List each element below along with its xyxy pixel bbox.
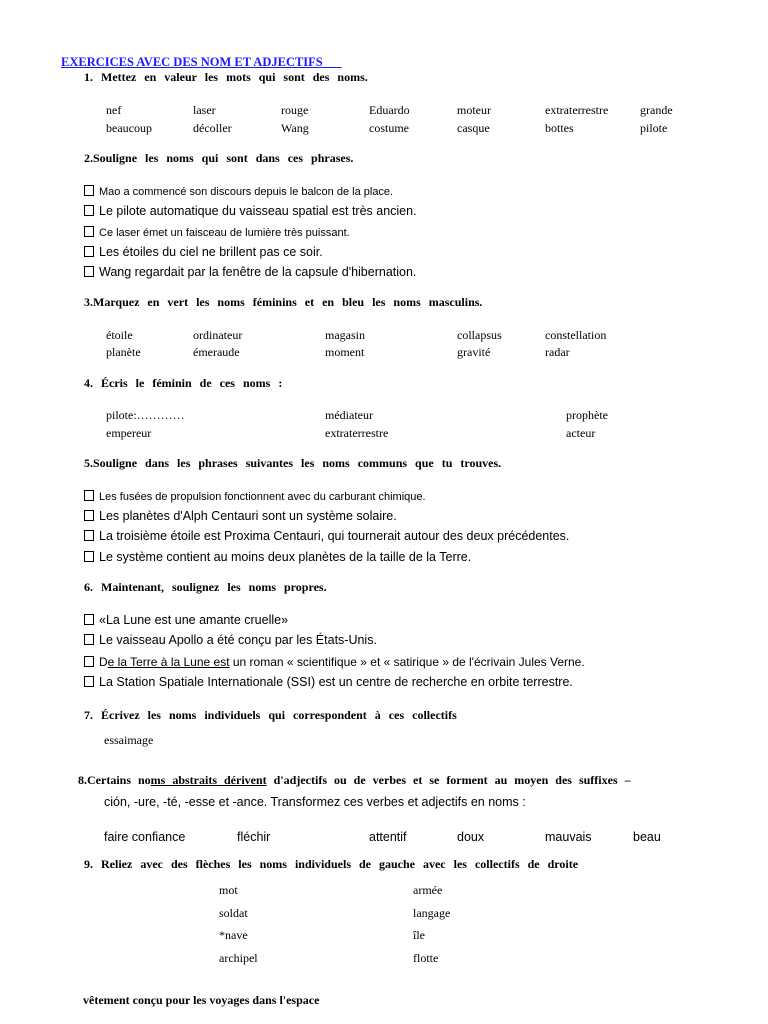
checkbox-icon [84,676,94,687]
word: beaucoup [106,121,152,135]
word: bottes [545,121,574,135]
sentence-item [84,633,377,647]
word: mauvais [545,830,592,844]
word: fléchir [237,830,271,844]
footer-text: vêtement conçu pour les voyages dans l'espace [83,993,320,1007]
individual-noun: *nave [219,928,248,942]
checkbox-icon [84,614,94,625]
sentence-item [84,675,573,689]
question-4-label: 4. Écris le féminin de ces noms : [84,376,283,390]
word: Wang [281,121,309,135]
word: émeraude [193,345,240,359]
checkbox-icon [84,551,94,562]
sentence-text: Les fusées de propulsion fonctionnent avec du carburant chimique. [99,491,426,503]
document-title: EXERCICES AVEC DES NOM ET ADJECTIFS [61,55,323,69]
collective-noun: île [413,928,425,942]
sentence-item [84,490,426,503]
word: casque [457,121,490,135]
word: médiateur [325,408,373,422]
collective-noun: armée [413,883,443,897]
question-6-label: 6. Maintenant, soulignez les noms propres. [84,580,327,594]
word: prophète [566,408,608,422]
word: ordinateur [193,328,243,342]
question-5-label: 5.Souligne dans les phrases suivantes les noms communs que tu trouves. [84,456,502,470]
word: extraterrestre [545,103,609,117]
question-8-underlined: ms abstraits dérivent [150,773,267,787]
word: grande [640,103,673,117]
question-9-label: 9. Reliez avec des flèches les noms individuels de gauche avec les collectifs de droite [84,857,579,871]
checkbox-icon [84,634,94,645]
word: extraterrestre [325,426,389,440]
sentence-item [84,655,585,669]
sentence-text: Mao a commencé son discours depuis le balcon de la place. [99,186,394,198]
checkbox-icon [84,490,94,501]
question-8-text: d'adjectifs ou de verbes et se forment au moyen des suffixes – [266,773,631,787]
sentence-text: D [99,655,108,669]
word: beau [633,830,661,844]
sentence-item [84,550,471,564]
sentence-text: Le vaisseau Apollo a été conçu par les États-Unis. [99,633,377,647]
word: constellation [545,328,607,342]
sentence-item [84,613,288,627]
word: collapsus [457,328,502,342]
question-8-label [78,773,631,788]
word: planète [106,345,141,359]
individual-noun: archipel [219,951,258,965]
individual-noun: soldat [219,906,248,920]
collective-noun: langage [413,906,451,920]
checkbox-icon [84,510,94,521]
checkbox-icon [84,205,94,216]
question-7-label: 7. Écrivez les noms individuels qui correspondent à ces collectifs [84,708,457,722]
sentence-text: La Station Spatiale Internationale (SSI) est un centre de recherche en orbite terrestre. [99,675,573,689]
sentence-item [84,529,569,543]
checkbox-icon [84,185,94,196]
word: costume [369,121,409,135]
sentence-text: Les planètes d'Alph Centauri sont un système solaire. [99,509,397,523]
word: nef [106,103,122,117]
sentence-item [84,265,416,279]
word: pilote:………… [106,408,185,422]
checkbox-icon [84,656,94,667]
sentence-text: Le pilote automatique du vaisseau spatial est très ancien. [99,204,417,218]
word: acteur [566,426,596,440]
sentence-text: Ce laser émet un faisceau de lumière très puissant. [99,227,350,239]
collective-noun: flotte [413,951,439,965]
sentence-text: La troisième étoile est Proxima Centauri, qui tournerait autour des deux précédentes. [99,529,570,543]
individual-noun: mot [219,883,238,897]
checkbox-icon [84,246,94,257]
question-1-label: 1. Mettez en valeur les mots qui sont des noms. [84,70,368,84]
sentence-item [84,245,323,259]
sentence-text: Le système contient au moins deux planètes de la taille de la Terre. [99,550,472,564]
checkbox-icon [84,226,94,237]
question-2-label: 2.Souligne les noms qui sont dans ces phrases. [84,151,354,165]
word: attentif [369,830,407,844]
word: faire confiance [104,830,186,844]
sentence-text: «La Lune est une amante cruelle» [99,613,289,627]
sentence-item [84,185,393,198]
question-3-label: 3.Marquez en vert les noms féminins et en bleu les noms masculins. [84,295,483,309]
sentence-item [84,226,350,239]
word: laser [193,103,216,117]
word: gravité [457,345,491,359]
word: doux [457,830,485,844]
sentence-text: Les étoiles du ciel ne brillent pas ce soir. [99,245,323,259]
word: pilote [640,121,668,135]
checkbox-icon [84,530,94,541]
question-8-instruction: ción, -ure, -té, -esse et -ance. Transformez ces verbes et adjectifs en noms : [104,795,526,809]
word: moment [325,345,365,359]
word: Eduardo [369,103,410,117]
question-8-text: 8.Certains no [78,773,151,787]
checkbox-icon [84,266,94,277]
sentence-text: Wang regardait par la fenêtre de la capsule d'hibernation. [99,265,417,279]
word: décoller [193,121,232,135]
sentence-item [84,204,417,218]
collective-word: essaimage [104,733,154,747]
underlined-title: e la Terre à la Lune est [107,655,230,669]
word: magasin [325,328,365,342]
sentence-item [84,509,397,523]
word: rouge [281,103,309,117]
word: étoile [106,328,133,342]
word: empereur [106,426,152,440]
word: moteur [457,103,491,117]
sentence-text: un roman « scientifique » et « satirique » de l'écrivain Jules Verne. [229,655,585,669]
word: radar [545,345,570,359]
